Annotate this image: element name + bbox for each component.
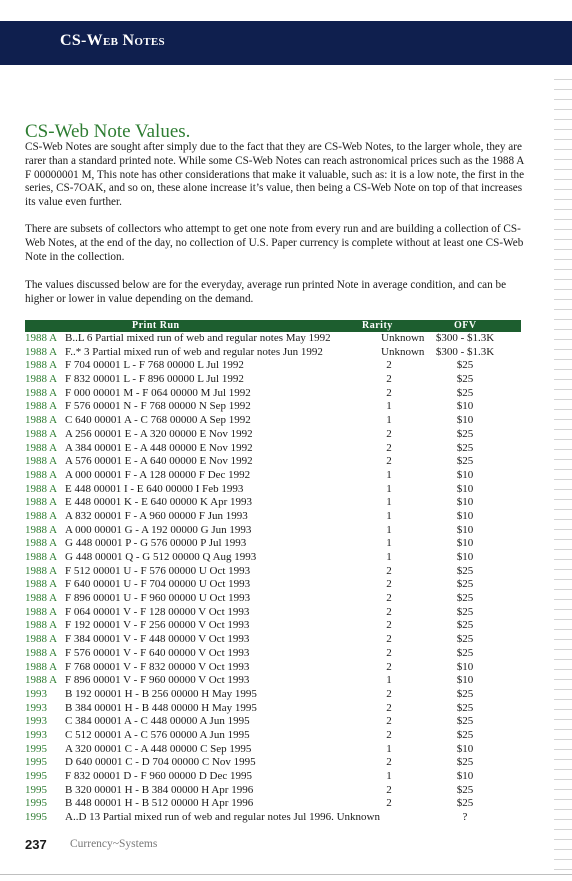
row-rarity: 1 xyxy=(386,537,392,550)
row-print-run: F 832 00001 L - F 896 00000 L Jul 1992 xyxy=(65,373,244,386)
row-print-run: A..D 13 Partial mixed run of web and regular notes Jul 1996. Unknown xyxy=(65,811,380,824)
table-row xyxy=(25,729,521,743)
table-row xyxy=(25,784,521,798)
row-print-run: B 384 00001 H - B 448 00000 H May 1995 xyxy=(65,701,257,714)
row-year: 1988 A xyxy=(25,359,58,372)
row-year: 1995 xyxy=(25,756,47,769)
row-rarity: 2 xyxy=(386,373,392,386)
row-print-run: A 256 00001 E - A 320 00000 E Nov 1992 xyxy=(65,427,253,440)
row-year: 1993 xyxy=(25,687,47,700)
table-row xyxy=(25,496,521,510)
row-ofv: $25 xyxy=(456,373,474,386)
row-ofv: $25 xyxy=(456,797,474,810)
row-ofv: $25 xyxy=(456,564,474,577)
row-rarity: 2 xyxy=(386,660,392,673)
row-ofv: $25 xyxy=(456,441,474,454)
row-rarity: 2 xyxy=(386,756,392,769)
header-print-run: Print Run xyxy=(132,320,180,331)
table-row xyxy=(25,647,521,661)
row-ofv: $10 xyxy=(456,551,474,563)
row-rarity: 2 xyxy=(386,605,392,618)
row-print-run: F 192 00001 V - F 256 00000 V Oct 1993 xyxy=(65,619,250,632)
row-year: 1988 A xyxy=(25,427,58,440)
table-row xyxy=(25,537,521,551)
row-year: 1988 A xyxy=(25,551,58,563)
row-print-run: F 384 00001 V - F 448 00000 V Oct 1993 xyxy=(65,633,250,646)
table-row xyxy=(25,565,521,579)
row-rarity: 1 xyxy=(386,496,392,509)
table-row xyxy=(25,756,521,770)
row-year: 1988 A xyxy=(25,592,58,605)
row-ofv: $10 xyxy=(456,482,474,495)
row-print-run: B 192 00001 H - B 256 00000 H May 1995 xyxy=(65,687,257,700)
row-print-run: E 448 00001 K - E 640 00000 K Apr 1993 xyxy=(65,496,252,509)
row-ofv: $25 xyxy=(456,646,474,659)
row-ofv: $25 xyxy=(456,455,474,468)
article-paragraph-3: The values discussed below are for the everyday, average run printed Note in average condition, and can be higher or lower in value depending on the demand. xyxy=(25,279,507,305)
row-year: 1988 A xyxy=(25,386,58,399)
table-row xyxy=(25,428,521,442)
row-rarity: 2 xyxy=(386,386,392,399)
table-row xyxy=(25,400,521,414)
row-year: 1988 A xyxy=(25,619,58,632)
row-ofv: $25 xyxy=(456,633,474,646)
row-year: 1988 A xyxy=(25,605,58,618)
table-row xyxy=(25,524,521,538)
row-print-run: G 448 00001 P - G 576 00000 P Jul 1993 xyxy=(65,537,247,550)
row-year: 1988 A xyxy=(25,441,58,454)
row-print-run: F 896 00001 V - F 960 00000 V Oct 1993 xyxy=(65,674,250,687)
row-ofv: $25 xyxy=(456,756,474,769)
row-rarity: 2 xyxy=(386,646,392,659)
table-row xyxy=(25,606,521,620)
row-ofv: $25 xyxy=(456,578,474,591)
row-year: 1988 A xyxy=(25,468,58,481)
row-ofv: $25 xyxy=(456,619,474,632)
table-header xyxy=(25,320,521,332)
table-row xyxy=(25,332,521,346)
values-table xyxy=(25,320,521,825)
row-print-run: A 000 00001 G - A 192 00000 G Jun 1993 xyxy=(65,523,252,536)
row-ofv: $25 xyxy=(456,427,474,440)
table-row xyxy=(25,811,521,825)
row-print-run: A 832 00001 F - A 960 00000 F Jun 1993 xyxy=(65,509,248,522)
header-banner xyxy=(0,21,572,65)
row-ofv: $25 xyxy=(456,386,474,399)
row-rarity: 2 xyxy=(386,797,392,810)
row-rarity: 1 xyxy=(386,400,392,413)
row-print-run: F 640 00001 U - F 704 00000 U Oct 1993 xyxy=(65,578,251,591)
row-year: 1988 A xyxy=(25,674,58,687)
row-print-run: F 000 00001 M - F 064 00000 M Jul 1992 xyxy=(65,386,251,399)
row-rarity: 2 xyxy=(386,783,392,796)
header-ofv: OFV xyxy=(454,320,477,331)
row-ofv: $10 xyxy=(456,400,474,413)
table-row xyxy=(25,387,521,401)
row-year: 1988 A xyxy=(25,414,58,427)
row-rarity: 1 xyxy=(386,509,392,522)
row-ofv: $25 xyxy=(456,687,474,700)
row-print-run: F 512 00001 U - F 576 00000 U Oct 1993 xyxy=(65,564,251,577)
row-ofv: $25 xyxy=(456,701,474,714)
row-year: 1995 xyxy=(25,797,47,810)
row-rarity: 2 xyxy=(386,455,392,468)
row-year: 1988 A xyxy=(25,523,58,536)
table-row xyxy=(25,442,521,456)
table-row xyxy=(25,661,521,675)
row-ofv: $10 xyxy=(456,537,474,550)
table-row xyxy=(25,373,521,387)
row-rarity: 2 xyxy=(386,619,392,632)
row-year: 1995 xyxy=(25,811,47,824)
row-print-run: F 704 00001 L - F 768 00000 L Jul 1992 xyxy=(65,359,244,372)
row-print-run: F 832 00001 D - F 960 00000 D Dec 1995 xyxy=(65,770,252,782)
table-row xyxy=(25,715,521,729)
row-year: 1988 A xyxy=(25,455,58,468)
row-year: 1988 A xyxy=(25,332,58,344)
row-print-run: A 000 00001 F - A 128 00000 F Dec 1992 xyxy=(65,468,251,481)
row-rarity: 2 xyxy=(386,728,392,741)
row-print-run: F 768 00001 V - F 832 00000 V Oct 1993 xyxy=(65,660,250,673)
row-rarity: Unknown xyxy=(381,332,425,344)
row-print-run: G 448 00001 Q - G 512 00000 Q Aug 1993 xyxy=(65,551,257,563)
row-print-run: F 064 00001 V - F 128 00000 V Oct 1993 xyxy=(65,605,250,618)
row-year: 1988 A xyxy=(25,373,58,386)
row-ofv: $10 xyxy=(456,660,474,673)
article-paragraph-1: CS-Web Notes are sought after simply due to the fact that they are CS-Web Notes, to the larger whole, they are rarer than a standard printed note. While some CS-Web Notes can reach astronomical prices such as the 1988 A F 00000001 M, This note has other considerations that make it valuable, such as: it is a low note, the first in the series, CS-7OAK, and so on, these alone increase it’s value, then being a CS-Web Note on top of that increases its value even further. xyxy=(25,141,525,209)
table-row xyxy=(25,633,521,647)
row-year: 1988 A xyxy=(25,633,58,646)
row-ofv: $10 xyxy=(456,770,474,782)
row-year: 1988 A xyxy=(25,509,58,522)
row-year: 1995 xyxy=(25,770,47,782)
row-print-run: F 896 00001 U - F 960 00000 U Oct 1993 xyxy=(65,592,251,605)
row-year: 1988 A xyxy=(25,345,58,358)
table-row xyxy=(25,346,521,360)
row-ofv: $10 xyxy=(456,523,474,536)
row-year: 1988 A xyxy=(25,564,58,577)
table-row xyxy=(25,578,521,592)
table-row xyxy=(25,619,521,633)
article-title: CS-Web Note Values. xyxy=(25,121,191,142)
row-ofv: $300 - $1.3K xyxy=(435,345,495,358)
row-rarity: 2 xyxy=(386,592,392,605)
table-row xyxy=(25,510,521,524)
row-rarity: 2 xyxy=(386,427,392,440)
row-rarity: 2 xyxy=(386,715,392,728)
row-rarity: 2 xyxy=(386,701,392,714)
row-rarity: 2 xyxy=(386,578,392,591)
row-year: 1988 A xyxy=(25,537,58,550)
row-print-run: C 384 00001 A - C 448 00000 A Jun 1995 xyxy=(65,715,250,728)
row-print-run: F 576 00001 N - F 768 00000 N Sep 1992 xyxy=(65,400,251,413)
row-ofv: $25 xyxy=(456,605,474,618)
row-rarity: 1 xyxy=(386,742,392,755)
row-year: 1995 xyxy=(25,783,47,796)
row-year: 1988 A xyxy=(25,660,58,673)
row-rarity: 2 xyxy=(386,633,392,646)
row-rarity: Unknown xyxy=(381,345,425,358)
table-row xyxy=(25,592,521,606)
top-margin xyxy=(0,0,572,21)
row-ofv: $25 xyxy=(456,592,474,605)
row-ofv: $10 xyxy=(456,496,474,509)
row-ofv: $10 xyxy=(456,742,474,755)
table-row xyxy=(25,688,521,702)
row-ofv: $300 - $1.3K xyxy=(435,332,495,344)
row-year: 1988 A xyxy=(25,646,58,659)
row-year: 1988 A xyxy=(25,482,58,495)
row-year: 1988 A xyxy=(25,496,58,509)
page-number: 237 xyxy=(25,837,47,852)
row-print-run: B 320 00001 H - B 384 00000 H Apr 1996 xyxy=(65,783,254,796)
table-row xyxy=(25,770,521,784)
row-ofv: $25 xyxy=(456,359,474,372)
table-row xyxy=(25,702,521,716)
row-ofv: $25 xyxy=(456,728,474,741)
table-row xyxy=(25,469,521,483)
row-year: 1993 xyxy=(25,728,47,741)
row-print-run: A 320 00001 C - A 448 00000 C Sep 1995 xyxy=(65,742,252,755)
row-ofv: $10 xyxy=(456,414,474,427)
row-year: 1995 xyxy=(25,742,47,755)
row-ofv: $10 xyxy=(456,674,474,687)
row-year: 1988 A xyxy=(25,400,58,413)
table-row xyxy=(25,359,521,373)
row-year: 1993 xyxy=(25,701,47,714)
row-rarity: 2 xyxy=(386,687,392,700)
header-title: CS-Web Notes xyxy=(60,32,165,49)
table-row xyxy=(25,483,521,497)
table-row xyxy=(25,674,521,688)
table-row xyxy=(25,797,521,811)
header-rarity: Rarity xyxy=(362,320,393,331)
row-year: 1988 A xyxy=(25,578,58,591)
row-ofv: $10 xyxy=(456,468,474,481)
row-rarity: 2 xyxy=(386,359,392,372)
table-row xyxy=(25,414,521,428)
table-body xyxy=(25,332,521,825)
table-row xyxy=(25,551,521,565)
row-rarity: 1 xyxy=(386,414,392,427)
row-rarity: 1 xyxy=(386,468,392,481)
row-ofv: ? xyxy=(462,811,468,824)
row-print-run: A 384 00001 E - A 448 00000 E Nov 1992 xyxy=(65,441,253,454)
row-print-run: E 448 00001 I - E 640 00000 I Feb 1993 xyxy=(65,482,244,495)
table-row xyxy=(25,743,521,757)
page-edge-lines xyxy=(554,70,572,876)
row-ofv: $10 xyxy=(456,509,474,522)
row-ofv: $25 xyxy=(456,715,474,728)
row-print-run: B..L 6 Partial mixed run of web and regular notes May 1992 xyxy=(65,332,331,344)
footer-rule xyxy=(0,874,572,875)
row-print-run: C 640 00001 A - C 768 00000 A Sep 1992 xyxy=(65,414,251,427)
row-print-run: F 576 00001 V - F 640 00000 V Oct 1993 xyxy=(65,646,250,659)
row-print-run: C 512 00001 A - C 576 00000 A Jun 1995 xyxy=(65,728,250,741)
row-rarity: 1 xyxy=(386,523,392,536)
publication-name: Currency~Systems xyxy=(70,838,158,850)
table-row xyxy=(25,455,521,469)
row-rarity: 2 xyxy=(386,441,392,454)
row-print-run: A 576 00001 E - A 640 00000 E Nov 1992 xyxy=(65,455,253,468)
row-rarity: 1 xyxy=(386,770,392,782)
row-rarity: 1 xyxy=(386,674,392,687)
row-rarity: 1 xyxy=(386,482,392,495)
row-print-run: F..* 3 Partial mixed run of web and regular notes Jun 1992 xyxy=(65,345,323,358)
row-print-run: D 640 00001 C - D 704 00000 C Nov 1995 xyxy=(65,756,256,769)
row-rarity: 2 xyxy=(386,564,392,577)
row-print-run: B 448 00001 H - B 512 00000 H Apr 1996 xyxy=(65,797,254,810)
article-paragraph-2: There are subsets of collectors who attempt to get one note from every run and are building a collection of CS-Web Notes, at the end of the day, no collection of U.S. Paper currency is complete without at least one CS-Web Note in the collection. xyxy=(25,223,524,263)
row-year: 1993 xyxy=(25,715,47,728)
row-rarity: 1 xyxy=(386,551,392,563)
row-ofv: $25 xyxy=(456,783,474,796)
